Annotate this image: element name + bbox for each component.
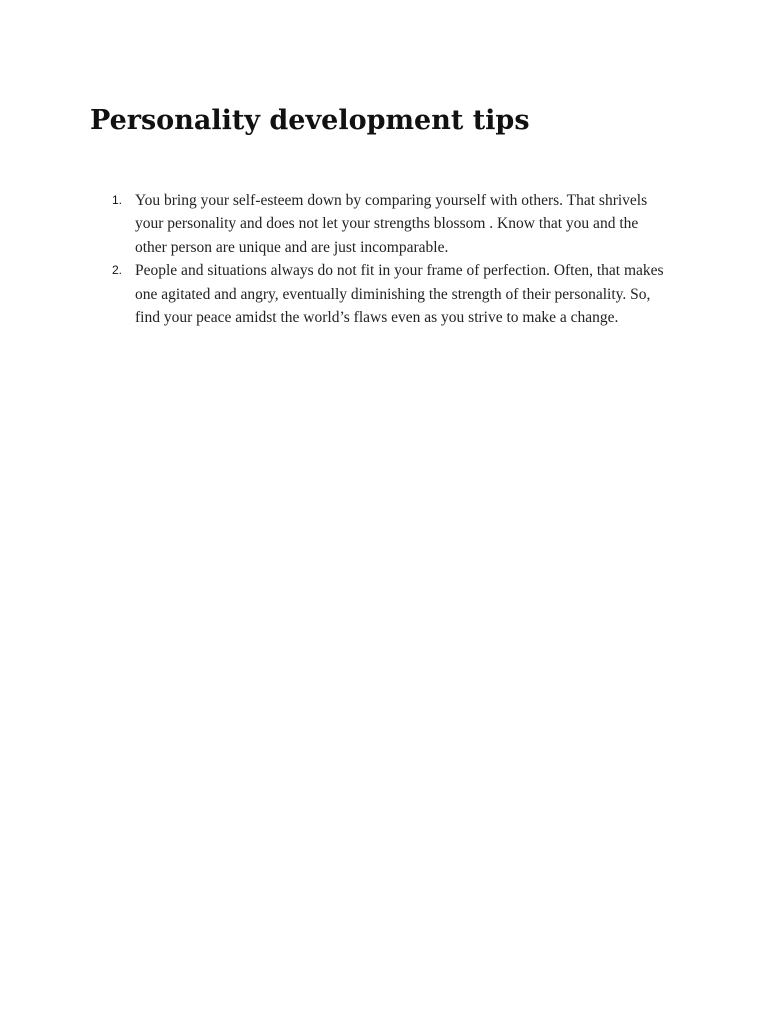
tips-list <box>112 189 672 329</box>
list-item-text: People and situations always do not fit in your frame of perfection. Often, that makes one agitated and angry, eventually diminishing the strength of their personality. So, find your peace amidst the world’s flaws even as you strive to make a change. <box>135 262 664 327</box>
list-item-number: 2. <box>112 263 123 278</box>
list-item-text: You bring your self-esteem down by comparing yourself with others. That shrivels your personality and does not let your strengths blossom . Know that you and the other person are unique and are just incomparable. <box>135 192 648 256</box>
list-item <box>112 189 672 259</box>
list-item <box>112 259 672 329</box>
list-item-number: 1. <box>112 193 123 207</box>
page-title: Personality development tips <box>90 105 530 136</box>
